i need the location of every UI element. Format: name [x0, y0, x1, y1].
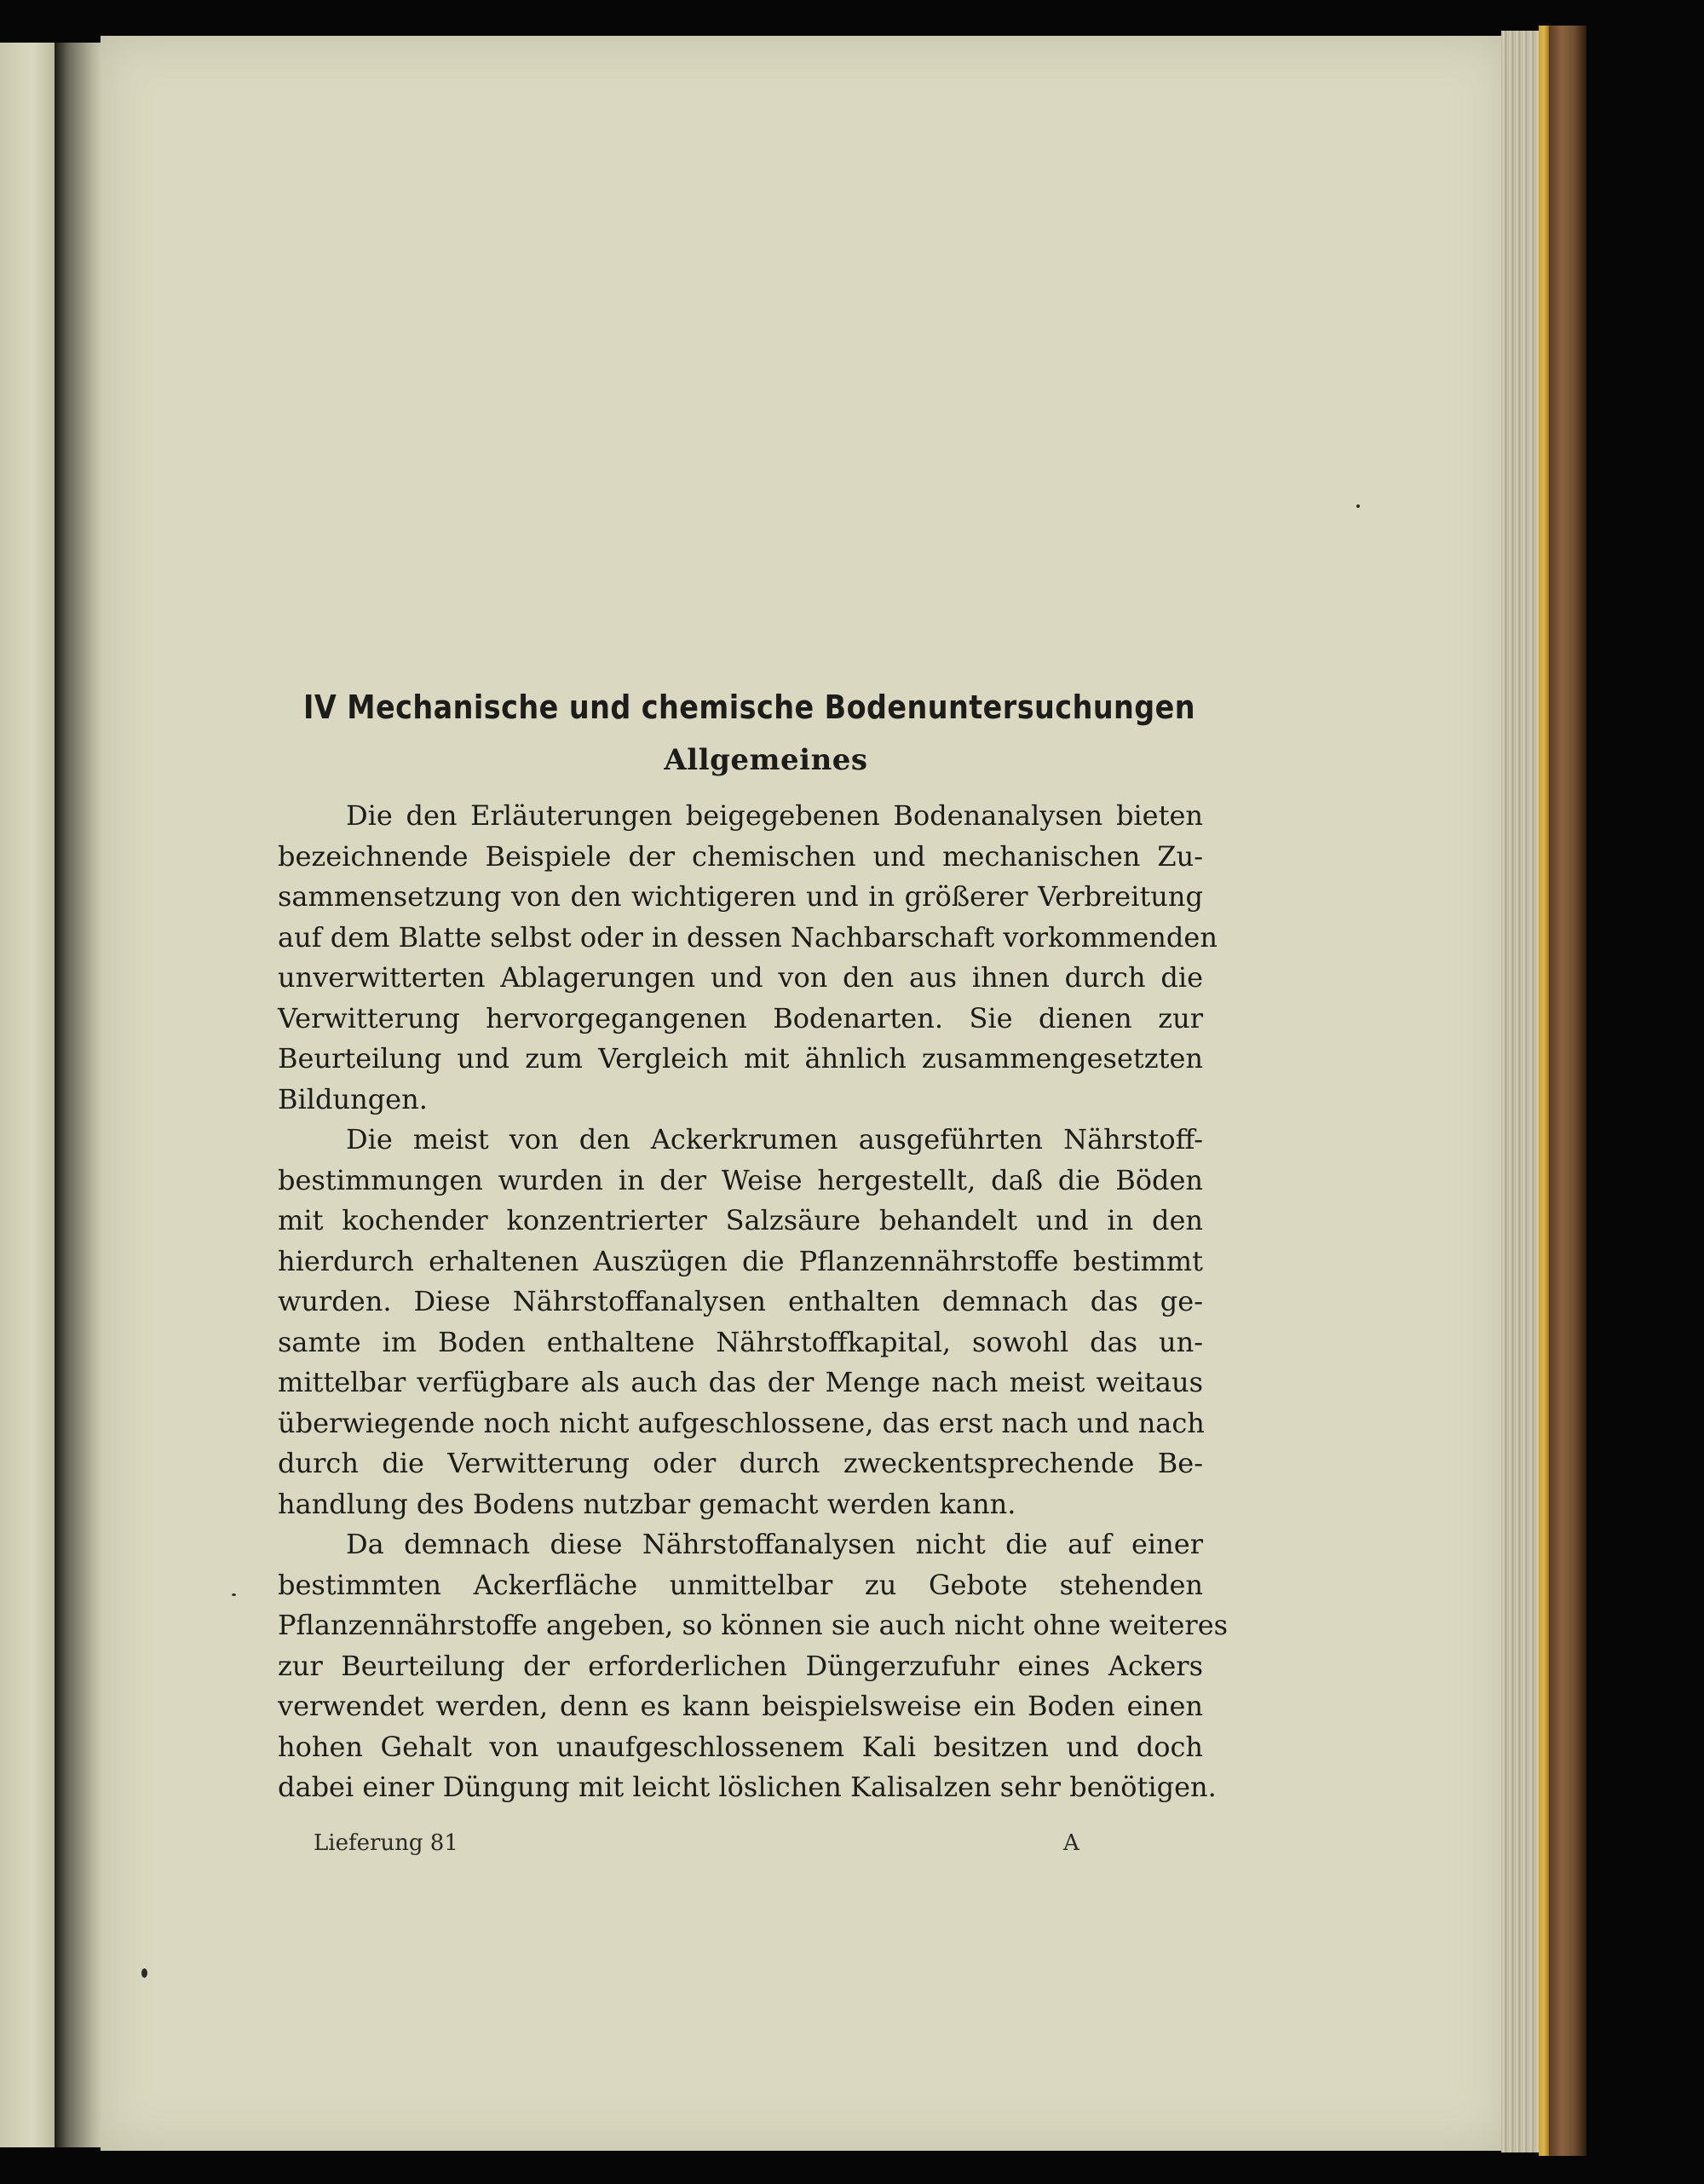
text-line: mittelbar verfügbare als auch das der Menge nach meist weitaus — [278, 1366, 1203, 1398]
gilt-edge — [1539, 26, 1549, 2156]
paragraph-3 — [278, 1524, 1229, 1808]
text-line: bezeichnende Beispiele der chemischen und mechanischen Zu- — [278, 839, 1203, 873]
text-line: unverwitterten Ablagerungen und von den aus ihnen durch die — [278, 961, 1203, 994]
text-line: dabei einer Düngung mit leicht löslichen Kalisalzen sehr benötigen. — [278, 1771, 1217, 1803]
signature-mark: A — [1063, 1830, 1079, 1856]
text-line: überwiegende noch nicht aufgeschlossene, das erst nach und nach — [278, 1406, 1205, 1439]
text-line: Die den Erläuterungen beigegebenen Bodenanalysen bieten — [346, 799, 1203, 832]
paragraph-1 — [278, 796, 1218, 1120]
chapter-title: IV Mechanische und chemische Bodenuntersuchungen — [303, 689, 1196, 726]
text-line: samte im Boden enthaltene Nährstoffkapital, sowohl das un- — [278, 1325, 1203, 1358]
ink-speck — [141, 1968, 147, 1978]
page-text-block — [278, 682, 1229, 1808]
text-line: durch die Verwitterung oder durch zweckentsprechende Be- — [278, 1447, 1203, 1479]
text-line: Da demnach diese Nährstoffanalysen nicht die auf einer — [346, 1528, 1203, 1560]
section-title: Allgemeines — [664, 743, 868, 777]
text-line: handlung des Bodens nutzbar gemacht werden kann. — [278, 1487, 1016, 1520]
paragraph-2 — [278, 1120, 1203, 1524]
text-line: Verwitterung hervorgegangenen Bodenarten. Sie dienen zur — [278, 1001, 1203, 1034]
text-line: zur Beurteilung der erforderlichen Düngerzufuhr eines Ackers — [278, 1649, 1203, 1682]
text-line: mit kochender konzentrierter Salzsäure behandelt und in den — [278, 1204, 1203, 1236]
book-gutter — [55, 43, 106, 2147]
ink-speck — [232, 1593, 236, 1596]
page-edge-stack — [1501, 31, 1540, 2152]
text-line: sammensetzung von den wichtigeren und in größerer Verbreitung — [278, 880, 1203, 913]
text-line: auf dem Blatte selbst oder in dessen Nachbarschaft vorkommenden — [278, 920, 1218, 954]
text-line: bestimmungen wurden in der Weise hergestellt, daß die Böden — [278, 1163, 1203, 1196]
text-line: Beurteilung und zum Vergleich mit ähnlich zusammengesetzten — [278, 1042, 1203, 1075]
text-line: hohen Gehalt von unaufgeschlossenem Kali besitzen und doch — [278, 1730, 1203, 1763]
book-cover-edge — [1549, 26, 1586, 2156]
text-line: verwendet werden, denn es kann beispielsweise ein Boden einen — [278, 1690, 1203, 1722]
text-line: Bildungen. — [278, 1082, 428, 1115]
facing-page-edge — [0, 43, 55, 2147]
text-line: Pflanzennährstoffe angeben, so können sie auch nicht ohne weiteres — [278, 1609, 1229, 1641]
ink-speck — [1356, 504, 1360, 508]
page-footer — [314, 1830, 1080, 1864]
text-line: hierdurch erhaltenen Auszügen die Pflanzennährstoffe bestimmt — [278, 1244, 1203, 1277]
text-line: bestimmten Ackerfläche unmittelbar zu Gebote stehenden — [278, 1568, 1203, 1601]
signature-line: Lieferung 81 — [314, 1830, 458, 1856]
text-line: wurden. Diese Nährstoffanalysen enthalten demnach das ge- — [278, 1285, 1203, 1317]
text-line: Die meist von den Ackerkrumen ausgeführten Nährstoff- — [346, 1123, 1203, 1155]
